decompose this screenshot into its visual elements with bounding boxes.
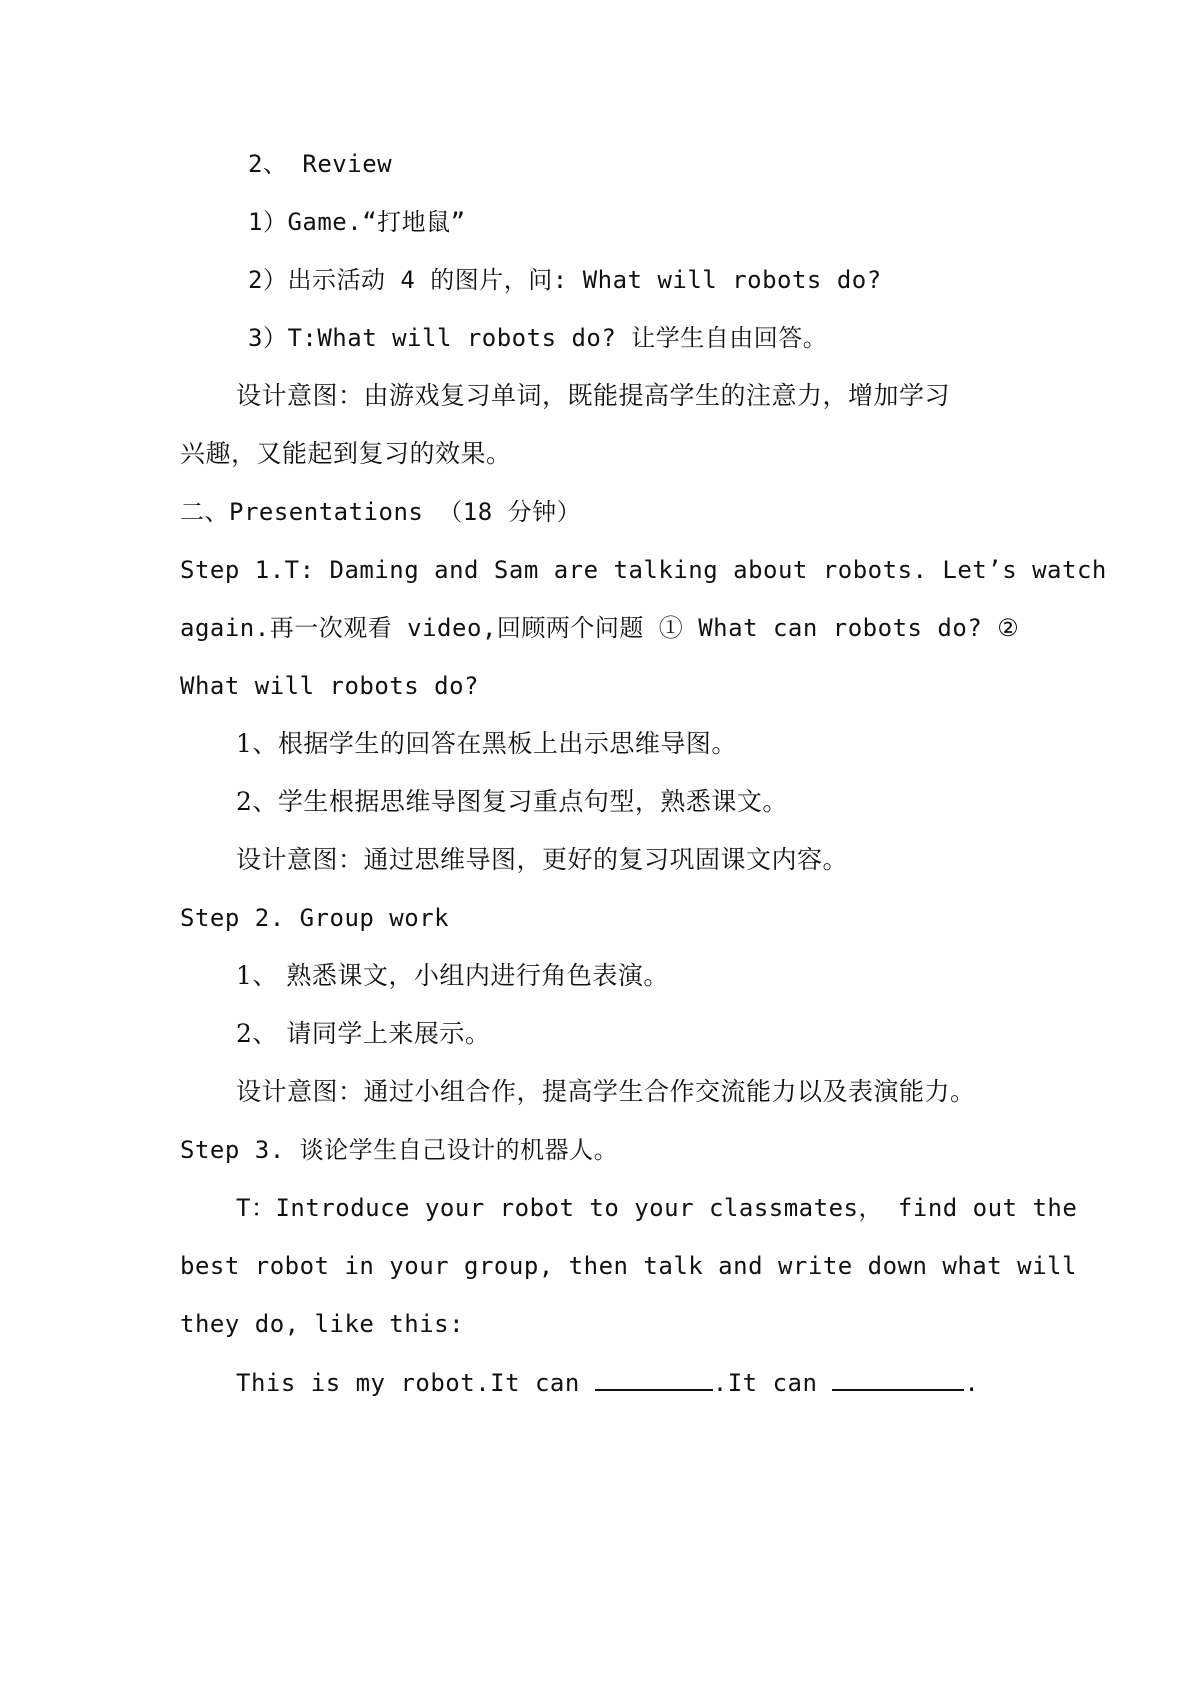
step3-line-2: best robot in your group, then talk and write down what will [180, 1252, 1077, 1280]
example-text-1: This is my robot.It can [236, 1369, 595, 1397]
example-text-2: .It can [712, 1369, 833, 1397]
example-text-3: . [964, 1369, 980, 1397]
step1-line-2: again.再一次观看 video,回顾两个问题 ① What can robots do? ② [180, 614, 1020, 642]
step2-item-2: 2、 请同学上来展示。 [236, 1019, 491, 1048]
review-heading: 2、 Review [248, 150, 393, 178]
review-item-3: 3）T:What will robots do? 让学生自由回答。 [248, 324, 828, 352]
step3-heading: Step 3. 谈论学生自己设计的机器人。 [180, 1136, 619, 1164]
design-intent-1b: 兴趣，又能起到复习的效果。 [180, 439, 512, 468]
design-intent-3: 设计意图：通过小组合作，提高学生合作交流能力以及表演能力。 [236, 1077, 976, 1106]
step1-item-2: 2、学生根据思维导图复习重点句型，熟悉课文。 [236, 787, 788, 816]
step1-line-3: What will robots do? [180, 672, 479, 700]
step1-item-1: 1、根据学生的回答在黑板上出示思维导图。 [236, 729, 737, 758]
step3-line-3: they do, like this: [180, 1310, 465, 1338]
design-intent-1a: 设计意图：由游戏复习单词，既能提高学生的注意力，增加学习 [236, 381, 951, 410]
answer-blank-2 [832, 1365, 964, 1391]
answer-blank-1 [595, 1365, 713, 1391]
review-item-2: 2）出示活动 4 的图片，问: What will robots do? [248, 266, 882, 294]
step2-item-1: 1、 熟悉课文，小组内进行角色表演。 [236, 961, 669, 990]
step3-line-1: T：Introduce your robot to your classmates， find out the [236, 1194, 1078, 1222]
presentations-heading: 二、Presentations （18 分钟） [180, 498, 582, 526]
review-item-1: 1）Game.“打地鼠” [248, 208, 466, 236]
example-sentence [236, 1365, 979, 1400]
step1-line-1: Step 1.T: Daming and Sam are talking about robots. Let’s watch [180, 556, 1107, 584]
step2-heading: Step 2. Group work [180, 904, 450, 932]
design-intent-2: 设计意图：通过思维导图，更好的复习巩固课文内容。 [236, 845, 849, 874]
